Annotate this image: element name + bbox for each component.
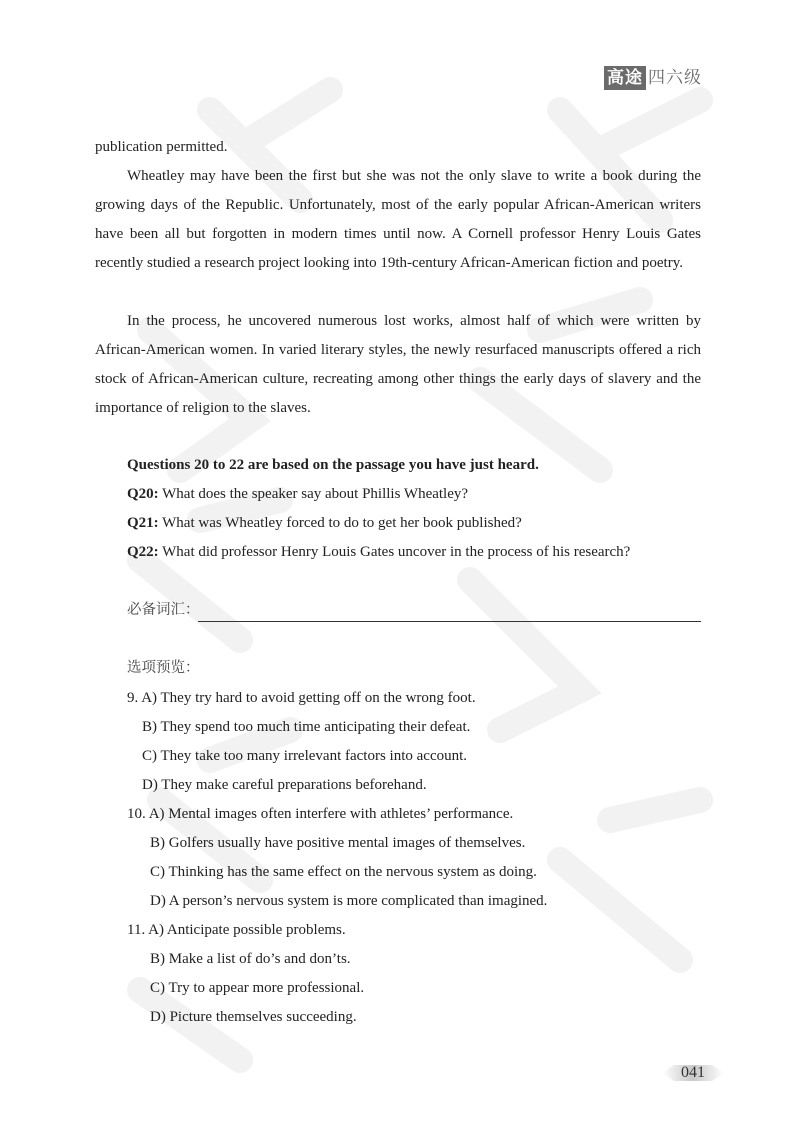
question-text: What was Wheatley forced to do to get her book published? xyxy=(158,515,522,531)
option-number: 9. xyxy=(127,690,139,706)
option-10b: B) Golfers usually have positive mental images of themselves. xyxy=(150,835,526,851)
page-number: 041 xyxy=(681,1064,705,1081)
option-10d: D) A person’s nervous system is more complicated than imagined. xyxy=(150,893,548,909)
question-label: Q21: xyxy=(127,515,159,531)
question-q22 xyxy=(127,542,630,562)
option-9c: C) They take too many irrelevant factors into account. xyxy=(142,748,468,764)
questions-intro: Questions 20 to 22 are based on the passage you have just heard. xyxy=(127,457,539,473)
page-number-badge xyxy=(662,1062,724,1084)
option-number: 10. xyxy=(127,806,146,822)
option-11c: C) Try to appear more professional. xyxy=(150,980,365,996)
option-11d: D) Picture themselves succeeding. xyxy=(150,1009,357,1025)
option-9a xyxy=(127,688,476,708)
option-9d: D) They make careful preparations beforehand. xyxy=(142,777,427,793)
question-label: Q22: xyxy=(127,544,159,560)
option-11a xyxy=(127,920,346,940)
question-q21 xyxy=(127,513,522,533)
option-text: A) Anticipate possible problems. xyxy=(148,922,346,938)
passage-paragraph-2: In the process, he uncovered numerous lost works, almost half of which were written by African-American women. In varied literary styles, the newly resurfaced manuscripts offered a rich stock of African-American culture, recreating among other things the early days of slavery and the importance of religion to the slaves. xyxy=(95,313,701,416)
option-10c: C) Thinking has the same effect on the nervous system as doing. xyxy=(150,864,537,880)
question-text: What did professor Henry Louis Gates uncover in the process of his research? xyxy=(158,544,631,560)
question-q20 xyxy=(127,484,468,504)
brand-logo xyxy=(604,66,702,90)
passage-paragraph-0: publication permitted. xyxy=(95,139,228,155)
question-label: Q20: xyxy=(127,486,159,502)
passage-paragraph-1: Wheatley may have been the first but she was not the only slave to write a book during the growing days of the Republic. Unfortunately, most of the early popular African-American writers have been all but forgotten in modern times until now. A Cornell professor Henry Louis Gates recently studied a research project looking into 19th-century African-American fiction and poetry. xyxy=(95,168,701,271)
option-10a xyxy=(127,804,513,824)
option-text: A) They try hard to avoid getting off on the wrong foot. xyxy=(141,690,476,706)
vocab-label: 必备词汇： xyxy=(127,602,200,618)
brand-logo-text: 四六级 xyxy=(648,68,702,88)
option-11b: B) Make a list of do’s and don’ts. xyxy=(150,951,351,967)
option-number: 11. xyxy=(127,922,146,938)
vocab-blank-line xyxy=(198,621,701,622)
question-text: What does the speaker say about Phillis Wheatley? xyxy=(158,486,469,502)
option-text: A) Mental images often interfere with athletes’ performance. xyxy=(148,806,514,822)
brand-logo-box: 高途 xyxy=(604,66,646,90)
option-9b: B) They spend too much time anticipating their defeat. xyxy=(142,719,471,735)
preview-label: 选项预览： xyxy=(127,660,200,676)
